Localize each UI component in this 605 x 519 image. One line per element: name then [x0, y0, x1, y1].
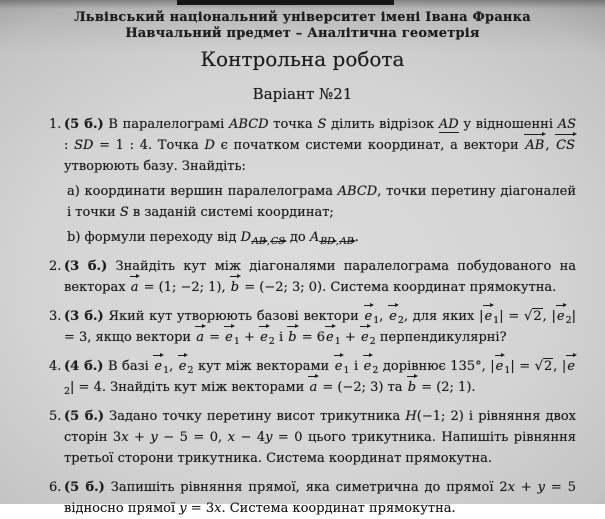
problem-2-text: (3 б.) Знайдіть кут між діагоналями паралелограма побудованого на векторах a = (1; −2; 1), b = (−2; 3; 0). Система координат прямокутна.	[64, 259, 576, 295]
problem-1-subitem-b: b) формули переходу від $D_{AB,CS}$ до $A_{BD,AB}$.	[67, 230, 359, 247]
problem-3	[49, 306, 577, 348]
subject-line: Навчальний предмет – Аналітична геометрія	[125, 25, 480, 41]
problem-3-text: (3 б.) Який кут утворюють базові вектори $e_1$, $e_2$, для яких $|e_1| = √2$, $|e_2| = 3$, якщо вектори $a = e_1 + e_2$ і $b = 6e_1 + e_2$ перпендикулярні?	[64, 309, 576, 345]
problems-list	[0, 114, 605, 519]
document-header	[0, 0, 605, 103]
top-crop-bar	[177, 0, 394, 5]
problem-5-text: (5 б.) Задано точку перетину висот трикутника H(−1; 2) і рівняння двох сторін 3x + y − 5 = 0, x − 4y = 0 цього трикутника. Напишіть рівняння третьої сторони трикутника. Система координат прямокутна.	[64, 409, 576, 466]
problem-6-text: (5 б.) Запишіть рівняння прямої, яка симетрична до прямої 2x + y = 5 відносно прямої y = 3x. Система координат прямокутна.	[64, 480, 576, 516]
problem-2	[49, 256, 576, 298]
problem-6-number: 6.	[49, 480, 62, 495]
problem-1	[49, 114, 576, 248]
problem-5-number: 5.	[49, 409, 62, 424]
page-title: Контрольна робота	[200, 47, 405, 71]
problem-1-subitem-a: а) координати вершин паралелограма ABCD, точки перетину діагоналей і точки S в заданій системі координат;	[67, 184, 576, 220]
problem-6	[49, 477, 576, 519]
problem-5	[49, 406, 576, 469]
problem-1-number: 1.	[49, 117, 62, 132]
university-name: Львівський національний університет імені Івана Франка	[74, 10, 531, 25]
problem-4-number: 4.	[49, 359, 62, 374]
problem-4	[49, 356, 576, 398]
problem-4-text: (4 б.) В базі $e_1$, $e_2$ кут між векторами $e_1$ і $e_2$ дорівнює 135°, $|e_1| = √2$, $|e_2| = 4$. Знайдіть кут між векторами a = (−2; 3) та b = (2; 1).	[64, 359, 576, 395]
problem-2-number: 2.	[49, 259, 62, 274]
variant-label: Варіант №21	[252, 85, 353, 103]
problem-3-number: 3.	[49, 309, 62, 324]
problem-1-text: (5 б.) В паралелограмі ABCD точка S ділить відрізок AD у відношенні AS : SD = 1 : 4. Точка D є початком системи координат, а вектори AB, CS утворюють базу. Знайдіть:	[64, 117, 576, 174]
